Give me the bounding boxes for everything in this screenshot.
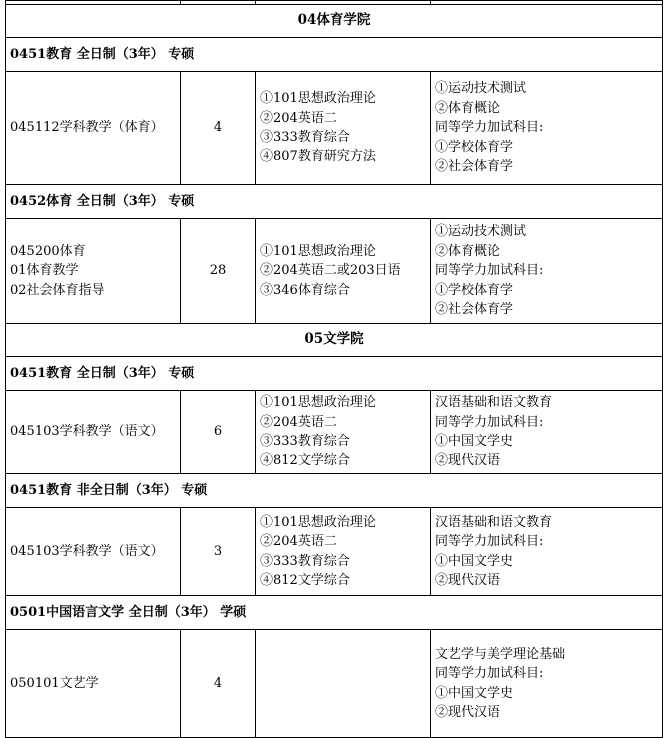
exam-subject: ④812文学综合 bbox=[260, 572, 350, 588]
retest-subjects bbox=[431, 391, 663, 474]
exam-subject: ④812文学综合 bbox=[260, 453, 350, 469]
enrollment-count: 4 bbox=[181, 72, 256, 185]
exam-subjects bbox=[256, 72, 431, 185]
exam-subject: ①101思想政治理论 bbox=[260, 514, 376, 530]
retest-subjects bbox=[431, 630, 663, 738]
exam-subject: ①101思想政治理论 bbox=[260, 243, 376, 259]
program-header-row bbox=[6, 596, 663, 630]
retest-subject: ②现代汉语 bbox=[435, 572, 501, 588]
retest-subject: ①运动技术测试 bbox=[435, 224, 527, 240]
retest-subject: 同等学力加试科目: bbox=[435, 120, 544, 136]
exam-subject: ②204英语二 bbox=[260, 534, 337, 550]
major-row bbox=[6, 391, 663, 474]
retest-subject: 同等学力加试科目: bbox=[435, 534, 544, 550]
program-header-row bbox=[6, 38, 663, 72]
retest-subject: ②社会体育学 bbox=[435, 302, 514, 318]
major-line: 045200体育 bbox=[10, 243, 86, 259]
retest-subject: 同等学力加试科目: bbox=[435, 414, 544, 430]
program-label: 0451教育 全日制（3年） 专硕 bbox=[6, 38, 663, 72]
program-label: 0452体育 全日制（3年） 专硕 bbox=[6, 185, 663, 219]
enrollment-count: 4 bbox=[181, 630, 256, 738]
retest-subject: ①中国文学史 bbox=[435, 434, 514, 449]
retest-subject: ②体育概论 bbox=[435, 243, 501, 259]
major-name bbox=[6, 219, 181, 324]
catalog-table-body bbox=[6, 1, 663, 738]
retest-subject: ①运动技术测试 bbox=[435, 81, 527, 97]
exam-subject: ②204英语二 bbox=[260, 414, 337, 430]
retest-subject: ②体育概论 bbox=[435, 100, 501, 116]
exam-subjects bbox=[256, 630, 431, 738]
college-header-row bbox=[6, 324, 663, 357]
major-name: 050101文艺学 bbox=[6, 630, 181, 738]
major-line: 01体育教学 bbox=[10, 263, 79, 279]
major-name: 045112学科教学（体育） bbox=[6, 72, 181, 185]
exam-subject: ③333教育综合 bbox=[260, 553, 350, 569]
exam-subject: ③333教育综合 bbox=[260, 130, 350, 145]
major-line: 02社会体育指导 bbox=[10, 282, 105, 298]
exam-subjects bbox=[256, 391, 431, 474]
college-name: 04体育学院 bbox=[6, 5, 663, 38]
retest-subject: ②现代汉语 bbox=[435, 704, 501, 720]
major-name: 045103学科教学（语文） bbox=[6, 508, 181, 596]
program-header-row bbox=[6, 357, 663, 391]
exam-subject: ③333教育综合 bbox=[260, 434, 350, 449]
catalog-table bbox=[5, 0, 663, 738]
retest-subject: ①中国文学史 bbox=[435, 553, 514, 569]
exam-subjects bbox=[256, 508, 431, 596]
retest-subject: 同等学力加试科目: bbox=[435, 666, 544, 682]
retest-subjects bbox=[431, 72, 663, 185]
program-label: 0501中国语言文学 全日制（3年） 学硕 bbox=[6, 596, 663, 630]
exam-subject: ④807教育研究方法 bbox=[260, 149, 376, 165]
college-header-row bbox=[6, 5, 663, 38]
exam-subjects bbox=[256, 219, 431, 324]
exam-subject: ②204英语二或203日语 bbox=[260, 263, 401, 279]
enrollment-count: 28 bbox=[181, 219, 256, 324]
retest-subject: ①学校体育学 bbox=[435, 282, 514, 298]
program-label: 0451教育 全日制（3年） 专硕 bbox=[6, 357, 663, 391]
program-label: 0451教育 非全日制（3年） 专硕 bbox=[6, 474, 663, 508]
exam-subject: ②204英语二 bbox=[260, 110, 337, 126]
retest-subject: ②社会体育学 bbox=[435, 159, 514, 175]
enrollment-count: 3 bbox=[181, 508, 256, 596]
retest-subject: 汉语基础和语文教育 bbox=[435, 514, 553, 530]
retest-subject: 同等学力加试科目: bbox=[435, 263, 544, 279]
program-header-row bbox=[6, 185, 663, 219]
major-name: 045103学科教学（语文） bbox=[6, 391, 181, 474]
retest-subject: 汉语基础和语文教育 bbox=[435, 395, 553, 411]
retest-subject: ②现代汉语 bbox=[435, 453, 501, 469]
retest-subject: 文艺学与美学理论基础 bbox=[435, 646, 566, 662]
major-row bbox=[6, 630, 663, 738]
exam-subject: ①101思想政治理论 bbox=[260, 395, 376, 411]
retest-subject: ①学校体育学 bbox=[435, 139, 514, 155]
retest-subjects bbox=[431, 219, 663, 324]
major-row bbox=[6, 219, 663, 324]
exam-subject: ①101思想政治理论 bbox=[260, 91, 376, 107]
college-name: 05文学院 bbox=[6, 324, 663, 357]
retest-subject: ①中国文学史 bbox=[435, 685, 514, 701]
retest-subjects bbox=[431, 508, 663, 596]
enrollment-catalog-table bbox=[5, 0, 662, 738]
major-row bbox=[6, 508, 663, 596]
major-row bbox=[6, 72, 663, 185]
program-header-row bbox=[6, 474, 663, 508]
enrollment-count: 6 bbox=[181, 391, 256, 474]
exam-subject: ③346体育综合 bbox=[260, 282, 350, 298]
